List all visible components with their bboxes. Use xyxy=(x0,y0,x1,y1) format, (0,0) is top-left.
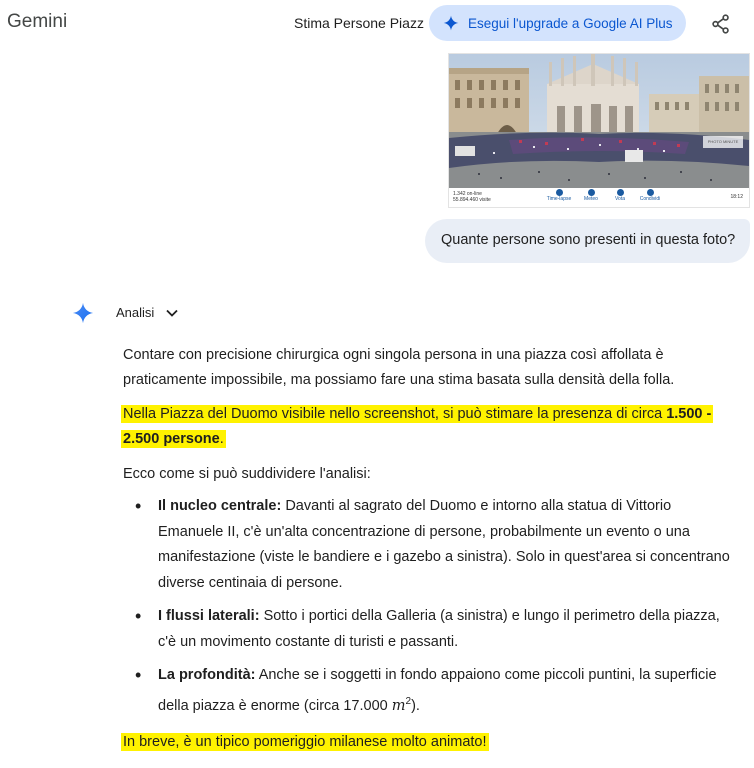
response-conclusion: In breve, è un tipico pomeriggio milanese molto animato! xyxy=(123,734,487,750)
response-intro: Contare con precisione chirurgica ogni singola persona in una piazza così affollata è praticamente impossibile, ma possiamo fare una stima basata sulla densità della folla. xyxy=(123,347,675,388)
clock-icon xyxy=(556,189,563,196)
weather-button: Meteo xyxy=(577,189,605,202)
thinking-label: Analisi xyxy=(116,305,155,320)
gemini-sparkle-icon xyxy=(72,302,94,324)
top-bar xyxy=(0,0,754,48)
analysis-list xyxy=(123,494,733,727)
online-count: 1.342 on-line xyxy=(453,191,482,197)
star-icon xyxy=(617,189,624,196)
chat-title[interactable]: Stima Persone Piazz xyxy=(294,15,424,31)
vote-button: Vota xyxy=(606,189,634,202)
uploaded-photo[interactable] xyxy=(448,53,750,208)
list-item: • La profondità: Anche se i soggetti in fondo appaiono come piccoli puntini, la superficie della piazza è enorme (circa 17.000 $m^2$). xyxy=(123,663,733,719)
share-webcam-button: Condividi xyxy=(636,189,664,202)
piazza-duomo-image xyxy=(449,54,749,188)
photo-time: 18:12 xyxy=(730,194,743,200)
list-item: • I flussi laterali: Sotto i portici della Galleria (a sinistra) e lungo il perimetro della piazza, c'è un movimento costante di turisti e passanti. xyxy=(123,604,733,655)
user-message: Quante persone sono presenti in questa foto? xyxy=(425,219,750,263)
viewer-stats xyxy=(453,191,491,203)
breakdown-intro: Ecco come si può suddividere l'analisi: xyxy=(123,466,371,482)
upgrade-button[interactable] xyxy=(429,5,686,41)
visit-count: 55.894.460 visite xyxy=(453,197,491,203)
timelapse-button: Time-lapse xyxy=(545,189,573,202)
cloud-icon xyxy=(588,189,595,196)
share-icon[interactable] xyxy=(710,13,732,35)
response-estimate: Nella Piazza del Duomo visibile nello screenshot, si può stimare la presenza di circa 1.500 - 2.500 persone. xyxy=(123,406,712,447)
upgrade-label: Esegui l'upgrade a Google AI Plus xyxy=(468,15,673,31)
chevron-down-icon xyxy=(166,309,178,317)
gemini-logo[interactable]: Gemini xyxy=(7,11,68,32)
photo-watermark: PHOTO MINUTE xyxy=(703,136,743,148)
estimate-value: 1.500 - 2.500 persone xyxy=(123,406,712,447)
share-arrow-icon xyxy=(647,189,654,196)
sparkle-icon xyxy=(443,15,459,31)
list-item: • Il nucleo centrale: Davanti al sagrato del Duomo e intorno alla statua di Vittorio Emanuele II, c'è un'alta concentrazione di persone, probabilmente un evento o una manifestazione (viste le bandiere e i gazebo a sinistra). Solo in quest'area si concentrano diverse centinaia di persone. xyxy=(123,494,733,596)
webcam-toolbar xyxy=(449,188,749,207)
thinking-toggle[interactable] xyxy=(116,305,178,320)
